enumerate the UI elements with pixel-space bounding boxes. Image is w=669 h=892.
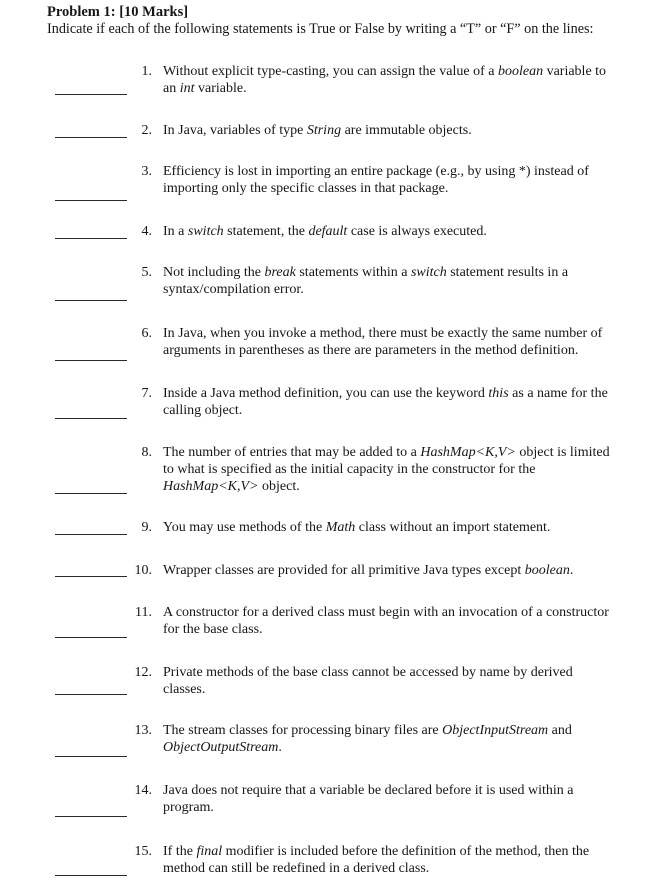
statement-text: as a name for the <box>508 386 608 401</box>
statement-text: Without explicit type-casting, you can assign the value of a <box>163 64 498 79</box>
statement-line <box>163 519 659 536</box>
statement-text: class without an import statement. <box>355 520 551 535</box>
statement-text: Not including the <box>163 265 265 280</box>
italic-term: switch <box>187 224 224 239</box>
statement-line <box>163 461 659 478</box>
statement-text: to what is specified as the initial capacity in the constructor for the <box>163 462 536 477</box>
statement-line <box>163 604 659 621</box>
statement-text: case is always executed. <box>347 224 487 239</box>
italic-term: break <box>264 265 296 280</box>
statement-text: variable. <box>194 81 247 96</box>
italic-term: Math <box>325 520 356 535</box>
statement-line <box>163 402 659 419</box>
answer-blank-line[interactable] <box>55 238 127 239</box>
question-statement <box>163 264 659 298</box>
question-number: 14. <box>134 783 152 798</box>
statement-line <box>163 281 659 298</box>
statement-text: In Java, variables of type <box>163 123 307 138</box>
statement-text: modifier is included before the definition of the method, then the <box>222 844 590 859</box>
italic-term: switch <box>410 265 447 280</box>
statement-text: object is limited <box>515 445 610 460</box>
statement-text: In Java, when you invoke a method, there must be exactly the same number of <box>163 326 603 341</box>
statement-line <box>163 342 659 359</box>
statement-text: A constructor for a derived class must begin with an invocation of a constructor <box>163 605 609 620</box>
statement-line <box>163 681 659 698</box>
statement-line <box>163 163 659 180</box>
question-number: 11. <box>135 605 152 620</box>
statement-line <box>163 860 659 877</box>
question-statement <box>163 722 659 756</box>
statement-line <box>163 799 659 816</box>
italic-term: ObjectOutputStream <box>163 740 279 755</box>
answer-blank-line[interactable] <box>55 694 127 695</box>
statement-text: . <box>278 740 282 755</box>
italic-term: ObjectInputStream <box>442 723 549 738</box>
answer-blank-line[interactable] <box>55 94 127 95</box>
answer-blank-line[interactable] <box>55 493 127 494</box>
statement-text: . <box>569 563 574 578</box>
statement-line <box>163 80 659 97</box>
italic-term: HashMap<K,V> <box>163 479 259 494</box>
question-number: 3. <box>141 164 152 179</box>
italic-term: HashMap<K,V> <box>420 445 516 460</box>
statement-line <box>163 385 659 402</box>
question-statement <box>163 163 659 197</box>
question-statement <box>163 519 659 536</box>
answer-blank-line[interactable] <box>55 756 127 757</box>
answer-blank-line[interactable] <box>55 576 127 577</box>
question-number: 4. <box>141 224 152 239</box>
statement-line <box>163 621 659 638</box>
answer-blank-line[interactable] <box>55 137 127 138</box>
answer-blank-line[interactable] <box>55 816 127 817</box>
question-number: 7. <box>141 386 152 401</box>
statement-text: arguments in parentheses as there are parameters in the method definition. <box>163 343 579 358</box>
statement-text: are immutable objects. <box>341 123 472 138</box>
statement-text: Private methods of the base class cannot be accessed by name by derived <box>163 665 573 680</box>
statement-text: Efficiency is lost in importing an entire package (e.g., by using *) instead of <box>163 164 589 179</box>
statement-text: Wrapper classes are provided for all primitive Java types except <box>163 563 525 578</box>
question-number: 10. <box>134 563 152 578</box>
statement-text: object. <box>258 479 300 494</box>
statement-text: calling object. <box>163 403 243 418</box>
answer-blank-line[interactable] <box>55 637 127 638</box>
italic-term: int <box>179 81 195 96</box>
question-statement <box>163 604 659 638</box>
question-statement <box>163 385 659 419</box>
statement-text: In a <box>163 224 188 239</box>
statement-line <box>163 444 659 461</box>
statement-line <box>163 664 659 681</box>
answer-blank-line[interactable] <box>55 418 127 419</box>
statement-text: Inside a Java method definition, you can use the keyword <box>163 386 489 401</box>
question-number: 6. <box>141 326 152 341</box>
answer-blank-line[interactable] <box>55 875 127 876</box>
statement-text: for the base class. <box>163 622 263 637</box>
question-number: 12. <box>134 665 152 680</box>
answer-blank-line[interactable] <box>55 534 127 535</box>
statement-text: The stream classes for processing binary files are <box>163 723 443 738</box>
italic-term: boolean <box>497 64 544 79</box>
question-statement <box>163 664 659 698</box>
question-number: 8. <box>141 445 152 460</box>
statement-line <box>163 63 659 80</box>
statement-line <box>163 264 659 281</box>
statement-text: method can still be redefined in a derived class. <box>163 861 430 876</box>
question-statement <box>163 325 659 359</box>
question-number: 2. <box>141 123 152 138</box>
statement-text: classes. <box>163 682 206 697</box>
question-statement <box>163 562 659 579</box>
question-number: 5. <box>141 265 152 280</box>
statement-line <box>163 562 659 579</box>
question-statement <box>163 843 659 877</box>
statement-line <box>163 122 659 139</box>
statement-line <box>163 325 659 342</box>
statement-text: Java does not require that a variable be declared before it is used within a <box>163 783 574 798</box>
question-statement <box>163 223 659 240</box>
question-statement <box>163 63 659 97</box>
answer-blank-line[interactable] <box>55 360 127 361</box>
problem-title: Problem 1: [10 Marks] <box>47 4 189 20</box>
question-number: 9. <box>141 520 152 535</box>
question-number: 13. <box>134 723 152 738</box>
statement-text: an <box>163 81 180 96</box>
statement-text: statement, the <box>223 224 309 239</box>
statement-text: syntax/compilation error. <box>163 282 304 297</box>
statement-text: program. <box>163 800 214 815</box>
statement-line <box>163 722 659 739</box>
question-statement <box>163 782 659 816</box>
statement-text: The number of entries that may be added to a <box>163 445 421 460</box>
statement-text: statement results in a <box>446 265 569 280</box>
italic-term: final <box>196 844 223 859</box>
statement-text: variable to <box>543 64 607 79</box>
statement-line <box>163 223 659 240</box>
statement-text: If the <box>163 844 197 859</box>
italic-term: boolean <box>524 563 570 578</box>
statement-line <box>163 478 659 495</box>
statement-line <box>163 843 659 860</box>
answer-blank-line[interactable] <box>55 300 127 301</box>
italic-term: this <box>488 386 509 401</box>
statement-text: importing only the specific classes in that package. <box>163 181 449 196</box>
italic-term: default <box>308 224 348 239</box>
statement-text: and <box>548 723 572 738</box>
statement-text: statements within a <box>295 265 411 280</box>
question-number: 1. <box>141 64 152 79</box>
statement-line <box>163 180 659 197</box>
answer-blank-line[interactable] <box>55 200 127 201</box>
italic-term: String <box>306 123 342 138</box>
statement-line <box>163 739 659 756</box>
problem-instruction: Indicate if each of the following statements is True or False by writing a “T” or “F” on the lines: <box>47 21 594 37</box>
statement-text: You may use methods of the <box>163 520 326 535</box>
statement-line <box>163 782 659 799</box>
question-statement <box>163 444 659 495</box>
question-statement <box>163 122 659 139</box>
question-number: 15. <box>134 844 152 859</box>
